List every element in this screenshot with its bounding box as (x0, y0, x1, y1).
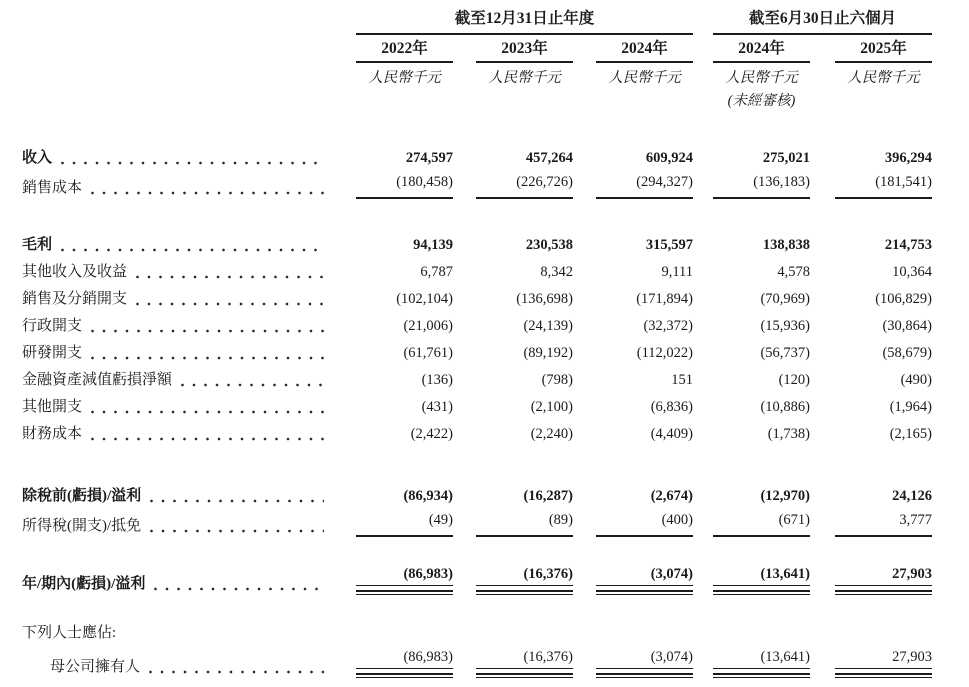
row-label-cell (22, 148, 334, 172)
header-year-2023: 2023年 (476, 37, 573, 63)
header-group-interim (693, 6, 932, 35)
table-row (22, 259, 969, 286)
double-rule (835, 590, 932, 595)
header-year-2025-interim: 2025年 (835, 37, 932, 63)
table-row (22, 340, 969, 367)
value-cell (453, 397, 573, 421)
row-label-cell (22, 574, 334, 598)
value-cell (693, 486, 810, 510)
value-cell (334, 397, 453, 421)
value-cell (573, 486, 693, 510)
value-cell (693, 564, 810, 598)
value-cell (810, 343, 932, 367)
value-cell (334, 564, 453, 598)
value-cell (810, 397, 932, 421)
value: (6,836) (650, 399, 693, 415)
value: (70,969) (760, 291, 810, 307)
row-label-cell (22, 516, 334, 540)
double-rule (596, 590, 693, 595)
value-cell (810, 148, 932, 172)
row-label-cell (22, 343, 334, 367)
value-cell (693, 397, 810, 421)
dot-leader (91, 329, 324, 333)
row-label: 研發開支 (22, 345, 83, 361)
row-label: 除稅前(虧損)/溢利 (22, 488, 142, 504)
table-row (22, 172, 969, 202)
value-cell (453, 510, 573, 540)
value-cell (810, 370, 932, 394)
value: (4,409) (650, 426, 693, 442)
dot-leader (61, 248, 324, 252)
row-label: 年/期內(虧損)/溢利 (22, 576, 146, 592)
value: (136,183) (753, 174, 810, 190)
dot-leader (150, 499, 324, 503)
value-cell (693, 235, 810, 259)
value-cell (334, 647, 453, 681)
value: (3,074) (650, 566, 693, 582)
header-group-interim-label: 截至6月30日止六個月 (713, 6, 932, 35)
value: (30,864) (882, 318, 932, 334)
row-label-cell (22, 178, 334, 202)
dot-leader (149, 670, 324, 674)
value: (24,139) (523, 318, 573, 334)
value-cell (334, 510, 453, 540)
value: (58,679) (882, 345, 932, 361)
double-rule (835, 673, 932, 678)
value: (2,165) (889, 426, 932, 442)
table-row (22, 394, 969, 421)
value: (10,886) (760, 399, 810, 415)
value-cell (573, 343, 693, 367)
value: 8,342 (540, 264, 573, 280)
table-row (22, 647, 969, 681)
table-row (22, 232, 969, 259)
value: (3,074) (650, 649, 693, 665)
value-cell (810, 262, 932, 286)
value: (89) (548, 512, 573, 528)
value: 457,264 (525, 150, 573, 166)
unit-label: 人民幣千元 (368, 70, 441, 86)
value-cell (334, 424, 453, 448)
value-cell (810, 316, 932, 340)
value-cell (693, 289, 810, 313)
value: 10,364 (892, 264, 932, 280)
value-cell (573, 262, 693, 286)
table-row (22, 483, 969, 510)
value-cell (334, 343, 453, 367)
header-year-2022: 2022年 (356, 37, 453, 63)
value: (86,983) (403, 566, 453, 582)
value: (16,287) (523, 488, 573, 504)
value-cell (573, 564, 693, 598)
value-cell (810, 289, 932, 313)
value: (32,372) (643, 318, 693, 334)
table-row (22, 145, 969, 172)
header-year-2024-interim: 2024年 (713, 37, 810, 63)
value-cell (453, 172, 573, 202)
value: (1,964) (889, 399, 932, 415)
value-cell (573, 289, 693, 313)
value: (15,936) (760, 318, 810, 334)
value: 315,597 (645, 237, 693, 253)
table-row (22, 286, 969, 313)
value-cell (334, 172, 453, 202)
value: 230,538 (525, 237, 573, 253)
value: (2,100) (530, 399, 573, 415)
value-cell (453, 370, 573, 394)
value-cell (453, 343, 573, 367)
row-label: 下列人士應佔: (22, 625, 117, 641)
value-cell (573, 510, 693, 540)
table-row (22, 313, 969, 340)
value-cell (573, 397, 693, 421)
value: (136,698) (516, 291, 573, 307)
value: (2,240) (530, 426, 573, 442)
table-row (22, 510, 969, 540)
value-cell (334, 316, 453, 340)
table-row (22, 564, 969, 598)
value-cell (334, 370, 453, 394)
row-label: 收入 (22, 150, 53, 166)
row-label: 財務成本 (22, 426, 83, 442)
value: 151 (671, 372, 693, 388)
row-label-cell (22, 486, 334, 510)
value-cell (334, 486, 453, 510)
dot-leader (136, 275, 324, 279)
row-label-cell (22, 397, 334, 421)
value-cell (573, 148, 693, 172)
unit-label: 人民幣千元 (608, 70, 681, 86)
row-label: 銷售及分銷開支 (22, 291, 128, 307)
value: (2,674) (650, 488, 693, 504)
value: 94,139 (413, 237, 453, 253)
double-rule (713, 590, 810, 595)
double-rule (476, 590, 573, 595)
row-label-cell (22, 370, 334, 394)
value: (16,376) (523, 649, 573, 665)
value: 275,021 (762, 150, 810, 166)
double-rule (596, 673, 693, 678)
value: (671) (778, 512, 810, 528)
double-rule (476, 673, 573, 678)
value-cell (453, 235, 573, 259)
value-cell (453, 647, 573, 681)
row-label: 母公司擁有人 (50, 659, 141, 675)
table-row (22, 421, 969, 448)
dot-leader (136, 302, 324, 306)
value: 4,578 (777, 264, 810, 280)
value: (61,761) (403, 345, 453, 361)
value-cell (810, 510, 932, 540)
value-cell (453, 424, 573, 448)
value-cell (693, 148, 810, 172)
value: 396,294 (884, 150, 932, 166)
value-cell (453, 564, 573, 598)
dot-leader (150, 529, 324, 533)
value: (431) (421, 399, 453, 415)
value-cell (573, 235, 693, 259)
value-cell (573, 172, 693, 202)
value: (12,970) (760, 488, 810, 504)
value-cell (693, 343, 810, 367)
value-cell (453, 148, 573, 172)
double-rule (356, 590, 453, 595)
value: (120) (778, 372, 810, 388)
header-unit-row (22, 67, 969, 89)
header-note-row (22, 91, 969, 111)
value-cell (334, 148, 453, 172)
dot-leader (181, 383, 324, 387)
value: (102,104) (396, 291, 453, 307)
unit-label: 人民幣千元 (847, 70, 920, 86)
value: (171,894) (636, 291, 693, 307)
value: 27,903 (892, 566, 932, 582)
row-label: 行政開支 (22, 318, 83, 334)
header-group-row (22, 6, 969, 35)
dot-leader (91, 410, 324, 414)
value-cell (453, 262, 573, 286)
value: (400) (661, 512, 693, 528)
value: (13,641) (760, 649, 810, 665)
value-cell (810, 172, 932, 202)
row-label-cell (22, 623, 334, 647)
dot-leader (61, 161, 324, 165)
value-cell (453, 316, 573, 340)
double-rule (356, 673, 453, 678)
row-label: 其他收入及收益 (22, 264, 128, 280)
value: (89,192) (523, 345, 573, 361)
value: (86,983) (403, 649, 453, 665)
table-body (22, 145, 969, 681)
value: 9,111 (661, 264, 693, 280)
value-cell (693, 262, 810, 286)
header-group-annual-label: 截至12月31日止年度 (356, 6, 693, 35)
unaudited-note: (未經審核) (727, 93, 796, 109)
value: 24,126 (892, 488, 932, 504)
dot-leader (154, 587, 324, 591)
value-cell (693, 172, 810, 202)
row-label: 銷售成本 (22, 180, 83, 196)
value: (16,376) (523, 566, 573, 582)
row-label-cell (22, 657, 334, 681)
dot-leader (91, 191, 324, 195)
row-label: 所得稅(開支)/抵免 (22, 518, 142, 534)
value: (136) (421, 372, 453, 388)
unit-label: 人民幣千元 (725, 70, 798, 86)
value: (490) (900, 372, 932, 388)
value-cell (810, 647, 932, 681)
value-cell (693, 424, 810, 448)
value-cell (334, 289, 453, 313)
value-cell (453, 289, 573, 313)
table-row (22, 367, 969, 394)
value: (21,006) (403, 318, 453, 334)
value: 3,777 (899, 512, 932, 528)
value: (798) (541, 372, 573, 388)
value: (181,541) (875, 174, 932, 190)
value: (1,738) (767, 426, 810, 442)
row-label-cell (22, 235, 334, 259)
header-year-2024: 2024年 (596, 37, 693, 63)
value: 214,753 (884, 237, 932, 253)
dot-leader (91, 437, 324, 441)
value: 274,597 (405, 150, 453, 166)
value-cell (573, 316, 693, 340)
value-cell (693, 647, 810, 681)
row-label-cell (22, 316, 334, 340)
unit-label: 人民幣千元 (488, 70, 561, 86)
value: (106,829) (875, 291, 932, 307)
dot-leader (91, 356, 324, 360)
value-cell (334, 262, 453, 286)
value: 27,903 (892, 649, 932, 665)
double-rule (713, 673, 810, 678)
value-cell (810, 486, 932, 510)
value-cell (693, 510, 810, 540)
row-label: 金融資產減值虧損淨額 (22, 372, 173, 388)
row-label: 毛利 (22, 237, 53, 253)
value-cell (810, 424, 932, 448)
value-cell (693, 370, 810, 394)
value: (180,458) (396, 174, 453, 190)
value: (49) (428, 512, 453, 528)
value: (86,934) (403, 488, 453, 504)
value: (13,641) (760, 566, 810, 582)
value: (56,737) (760, 345, 810, 361)
value: 138,838 (762, 237, 810, 253)
value: 6,787 (420, 264, 453, 280)
value: (294,327) (636, 174, 693, 190)
value: 609,924 (645, 150, 693, 166)
table-row (22, 620, 969, 647)
value-cell (573, 370, 693, 394)
header-year-row (22, 37, 969, 63)
value: (226,726) (516, 174, 573, 190)
value-cell (573, 647, 693, 681)
row-label-cell (22, 262, 334, 286)
row-label: 其他開支 (22, 399, 83, 415)
value-cell (573, 424, 693, 448)
row-label-cell (22, 424, 334, 448)
row-label-cell (22, 289, 334, 313)
value-cell (334, 235, 453, 259)
value: (112,022) (636, 345, 693, 361)
value-cell (810, 235, 932, 259)
header-group-annual (334, 6, 693, 35)
value-cell (810, 564, 932, 598)
value-cell (693, 316, 810, 340)
value: (2,422) (410, 426, 453, 442)
value-cell (453, 486, 573, 510)
